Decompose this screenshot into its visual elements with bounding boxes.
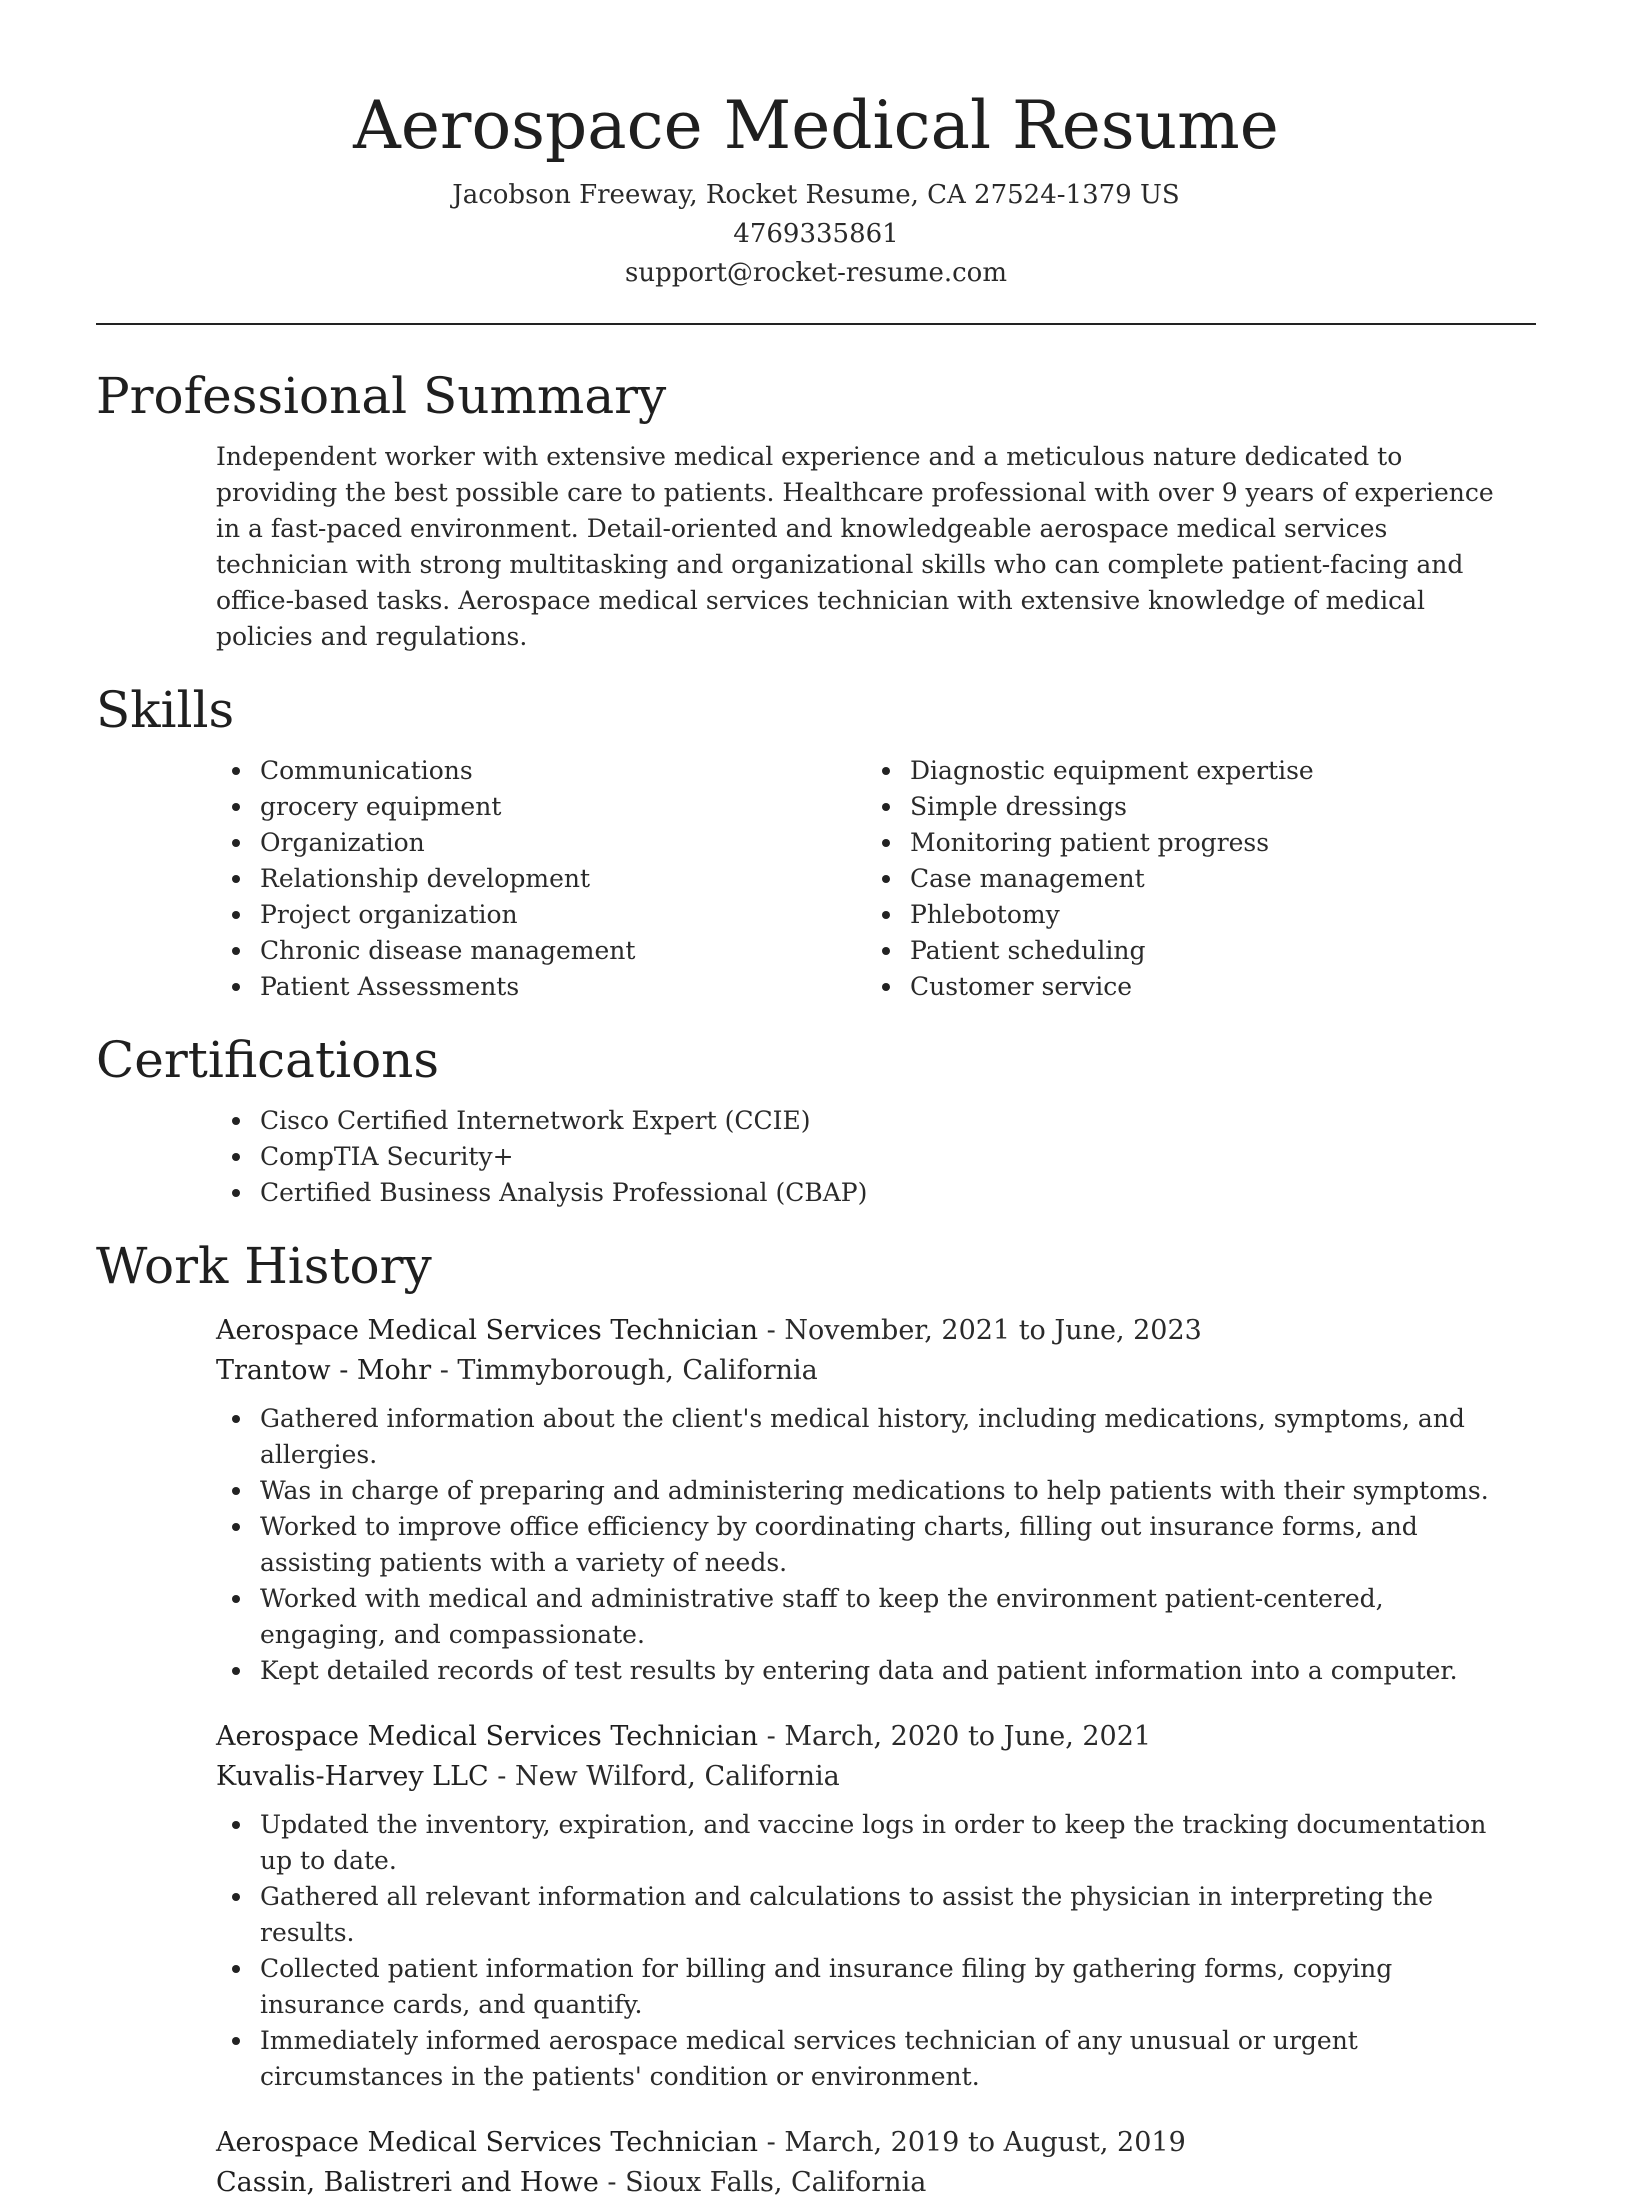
job-bullet (260, 1653, 1536, 1689)
skill-label: Diagnostic equipment expertise (910, 756, 1314, 785)
certifications-heading: Certifications (96, 1031, 440, 1089)
job-bullet (260, 1951, 1536, 2023)
bullet-dot (882, 767, 890, 775)
bullet-dot (232, 1415, 240, 1423)
job-location: - Timmyborough, California (431, 1355, 818, 1386)
bullet-dot (232, 1153, 240, 1161)
resume-page (96, 0, 1536, 2203)
job-location: - Sioux Falls, California (598, 2167, 927, 2198)
job-bullet-text: Gathered information about the client's medical history, including medications, symptoms, and allergies. (260, 1404, 1465, 1469)
job-bullet-text: Collected patient information for billing and insurance filing by gathering forms, copying insurance cards, and quantify. (260, 1954, 1393, 2019)
contact-email: support@rocket-resume.com (624, 258, 1007, 288)
skill-item (910, 753, 1516, 789)
skill-item (910, 825, 1516, 861)
bullet-dot (232, 1189, 240, 1197)
skill-label: Phlebotomy (910, 900, 1060, 929)
job-dates: - March, 2020 to June, 2021 (758, 1721, 1152, 1752)
skill-item (910, 969, 1516, 1005)
bullet-dot (882, 911, 890, 919)
bullet-dot (232, 947, 240, 955)
skill-label: Project organization (260, 900, 518, 929)
certification-item (260, 1175, 1536, 1211)
skill-label: Communications (260, 756, 473, 785)
job-bullet-text: Kept detailed records of test results by entering data and patient information into a computer. (260, 1656, 1458, 1685)
certification-item (260, 1103, 1536, 1139)
bullet-dot (232, 1821, 240, 1829)
job-bullets (216, 1807, 1536, 2095)
skill-label: Simple dressings (910, 792, 1127, 821)
job-bullet-text: Worked with medical and administrative staff to keep the environment patient-centered, engaging, and compassionate. (260, 1584, 1384, 1649)
job-entry (216, 1311, 1536, 1689)
job-company-line (216, 2163, 1536, 2203)
job-bullet (260, 1807, 1536, 1879)
bullet-dot (232, 2037, 240, 2045)
skills-heading: Skills (96, 681, 235, 739)
skill-item (910, 897, 1516, 933)
resume-title: Aerospace Medical Resume (353, 87, 1279, 164)
skill-item (260, 789, 866, 825)
job-bullet (260, 1879, 1536, 1951)
header-divider (96, 323, 1536, 325)
job-bullet-text: Gathered all relevant information and calculations to assist the physician in interpreting the results. (260, 1882, 1433, 1947)
certification-label: CompTIA Security+ (260, 1142, 514, 1171)
work-history-section (96, 1235, 1536, 2203)
bullet-dot (882, 983, 890, 991)
skills-column-right (866, 753, 1516, 1005)
bullet-dot (882, 839, 890, 847)
skill-label: Chronic disease management (260, 936, 636, 965)
job-bullet (260, 1509, 1536, 1581)
bullet-dot (232, 1965, 240, 1973)
skill-label: Patient scheduling (910, 936, 1146, 965)
contact-phone: 4769335861 (733, 219, 899, 249)
skill-item (260, 861, 866, 897)
skill-item (260, 897, 866, 933)
skill-item (910, 861, 1516, 897)
skill-item (910, 789, 1516, 825)
skill-item (260, 933, 866, 969)
job-bullet-text: Immediately informed aerospace medical services technician of any unusual or urgent circumstances in the patients' condition or environment. (260, 2026, 1358, 2091)
contact-address: Jacobson Freeway, Rocket Resume, CA 27524-1379 US (452, 180, 1180, 210)
summary-section (96, 365, 1536, 655)
job-dates: - November, 2021 to June, 2023 (758, 1315, 1202, 1346)
contact-info (96, 176, 1536, 293)
job-title-line (216, 1717, 1536, 1757)
job-entry (216, 1717, 1536, 2095)
job-entry (216, 2123, 1536, 2203)
bullet-dot (882, 875, 890, 883)
skills-columns (216, 753, 1536, 1005)
skill-label: Patient Assessments (260, 972, 520, 1001)
skill-item (260, 969, 866, 1005)
skill-label: Customer service (910, 972, 1133, 1001)
job-bullet (260, 2023, 1536, 2095)
job-bullet-text: Updated the inventory, expiration, and vaccine logs in order to keep the tracking documentation up to date. (260, 1810, 1487, 1875)
job-company-line (216, 1757, 1536, 1797)
bullet-dot (232, 1893, 240, 1901)
job-title-line (216, 2123, 1536, 2163)
job-title: Aerospace Medical Services Technician (216, 1315, 759, 1346)
skills-section (96, 679, 1536, 1005)
job-title: Aerospace Medical Services Technician (216, 1721, 759, 1752)
bullet-dot (232, 983, 240, 991)
certifications-section (96, 1029, 1536, 1211)
job-title-line (216, 1311, 1536, 1351)
summary-heading: Professional Summary (96, 367, 667, 425)
skill-label: grocery equipment (260, 792, 502, 821)
bullet-dot (232, 767, 240, 775)
job-bullet-text: Worked to improve office efficiency by coordinating charts, filling out insurance forms, and assisting patients with a variety of needs. (260, 1512, 1418, 1577)
job-company: Cassin, Balistreri and Howe (216, 2167, 599, 2198)
skill-label: Monitoring patient progress (910, 828, 1270, 857)
certification-label: Cisco Certified Internetwork Expert (CCIE) (260, 1106, 811, 1135)
job-bullet-text: Was in charge of preparing and administering medications to help patients with their symptoms. (260, 1476, 1489, 1505)
job-location: - New Wilford, California (488, 1761, 840, 1792)
bullet-dot (232, 911, 240, 919)
skill-item (260, 753, 866, 789)
skill-item (910, 933, 1516, 969)
bullet-dot (232, 803, 240, 811)
bullet-dot (232, 1595, 240, 1603)
summary-text: Independent worker with extensive medical experience and a meticulous nature dedicated to providing the best possible care to patients. Healthcare professional with over 9 years of experience in a fast-paced environment. Detail-oriented and knowledgeable aerospace medical services technician with strong multitasking and organizational skills who can complete patient-facing and office-based tasks. Aerospace medical services technician with extensive knowledge of medical policies and regulations. (216, 442, 1494, 651)
certification-item (260, 1139, 1536, 1175)
certification-label: Certified Business Analysis Professional (CBAP) (260, 1178, 868, 1207)
work-history-heading: Work History (96, 1237, 432, 1295)
bullet-dot (232, 1117, 240, 1125)
job-bullet (260, 1401, 1536, 1473)
bullet-dot (232, 875, 240, 883)
job-company: Trantow - Mohr (216, 1355, 432, 1386)
bullet-dot (882, 947, 890, 955)
job-dates: - March, 2019 to August, 2019 (758, 2127, 1186, 2158)
skill-item (260, 825, 866, 861)
bullet-dot (232, 1523, 240, 1531)
job-bullet (260, 1581, 1536, 1653)
certifications-list (216, 1103, 1536, 1211)
resume-header (96, 0, 1536, 293)
bullet-dot (232, 1487, 240, 1495)
job-company-line (216, 1351, 1536, 1391)
bullet-dot (882, 803, 890, 811)
job-company: Kuvalis-Harvey LLC (216, 1761, 489, 1792)
job-bullet (260, 1473, 1536, 1509)
bullet-dot (232, 1667, 240, 1675)
skills-column-left (216, 753, 866, 1005)
skill-label: Organization (260, 828, 425, 857)
skill-label: Relationship development (260, 864, 591, 893)
job-bullets (216, 1401, 1536, 1689)
bullet-dot (232, 839, 240, 847)
job-title: Aerospace Medical Services Technician (216, 2127, 759, 2158)
skill-label: Case management (910, 864, 1145, 893)
